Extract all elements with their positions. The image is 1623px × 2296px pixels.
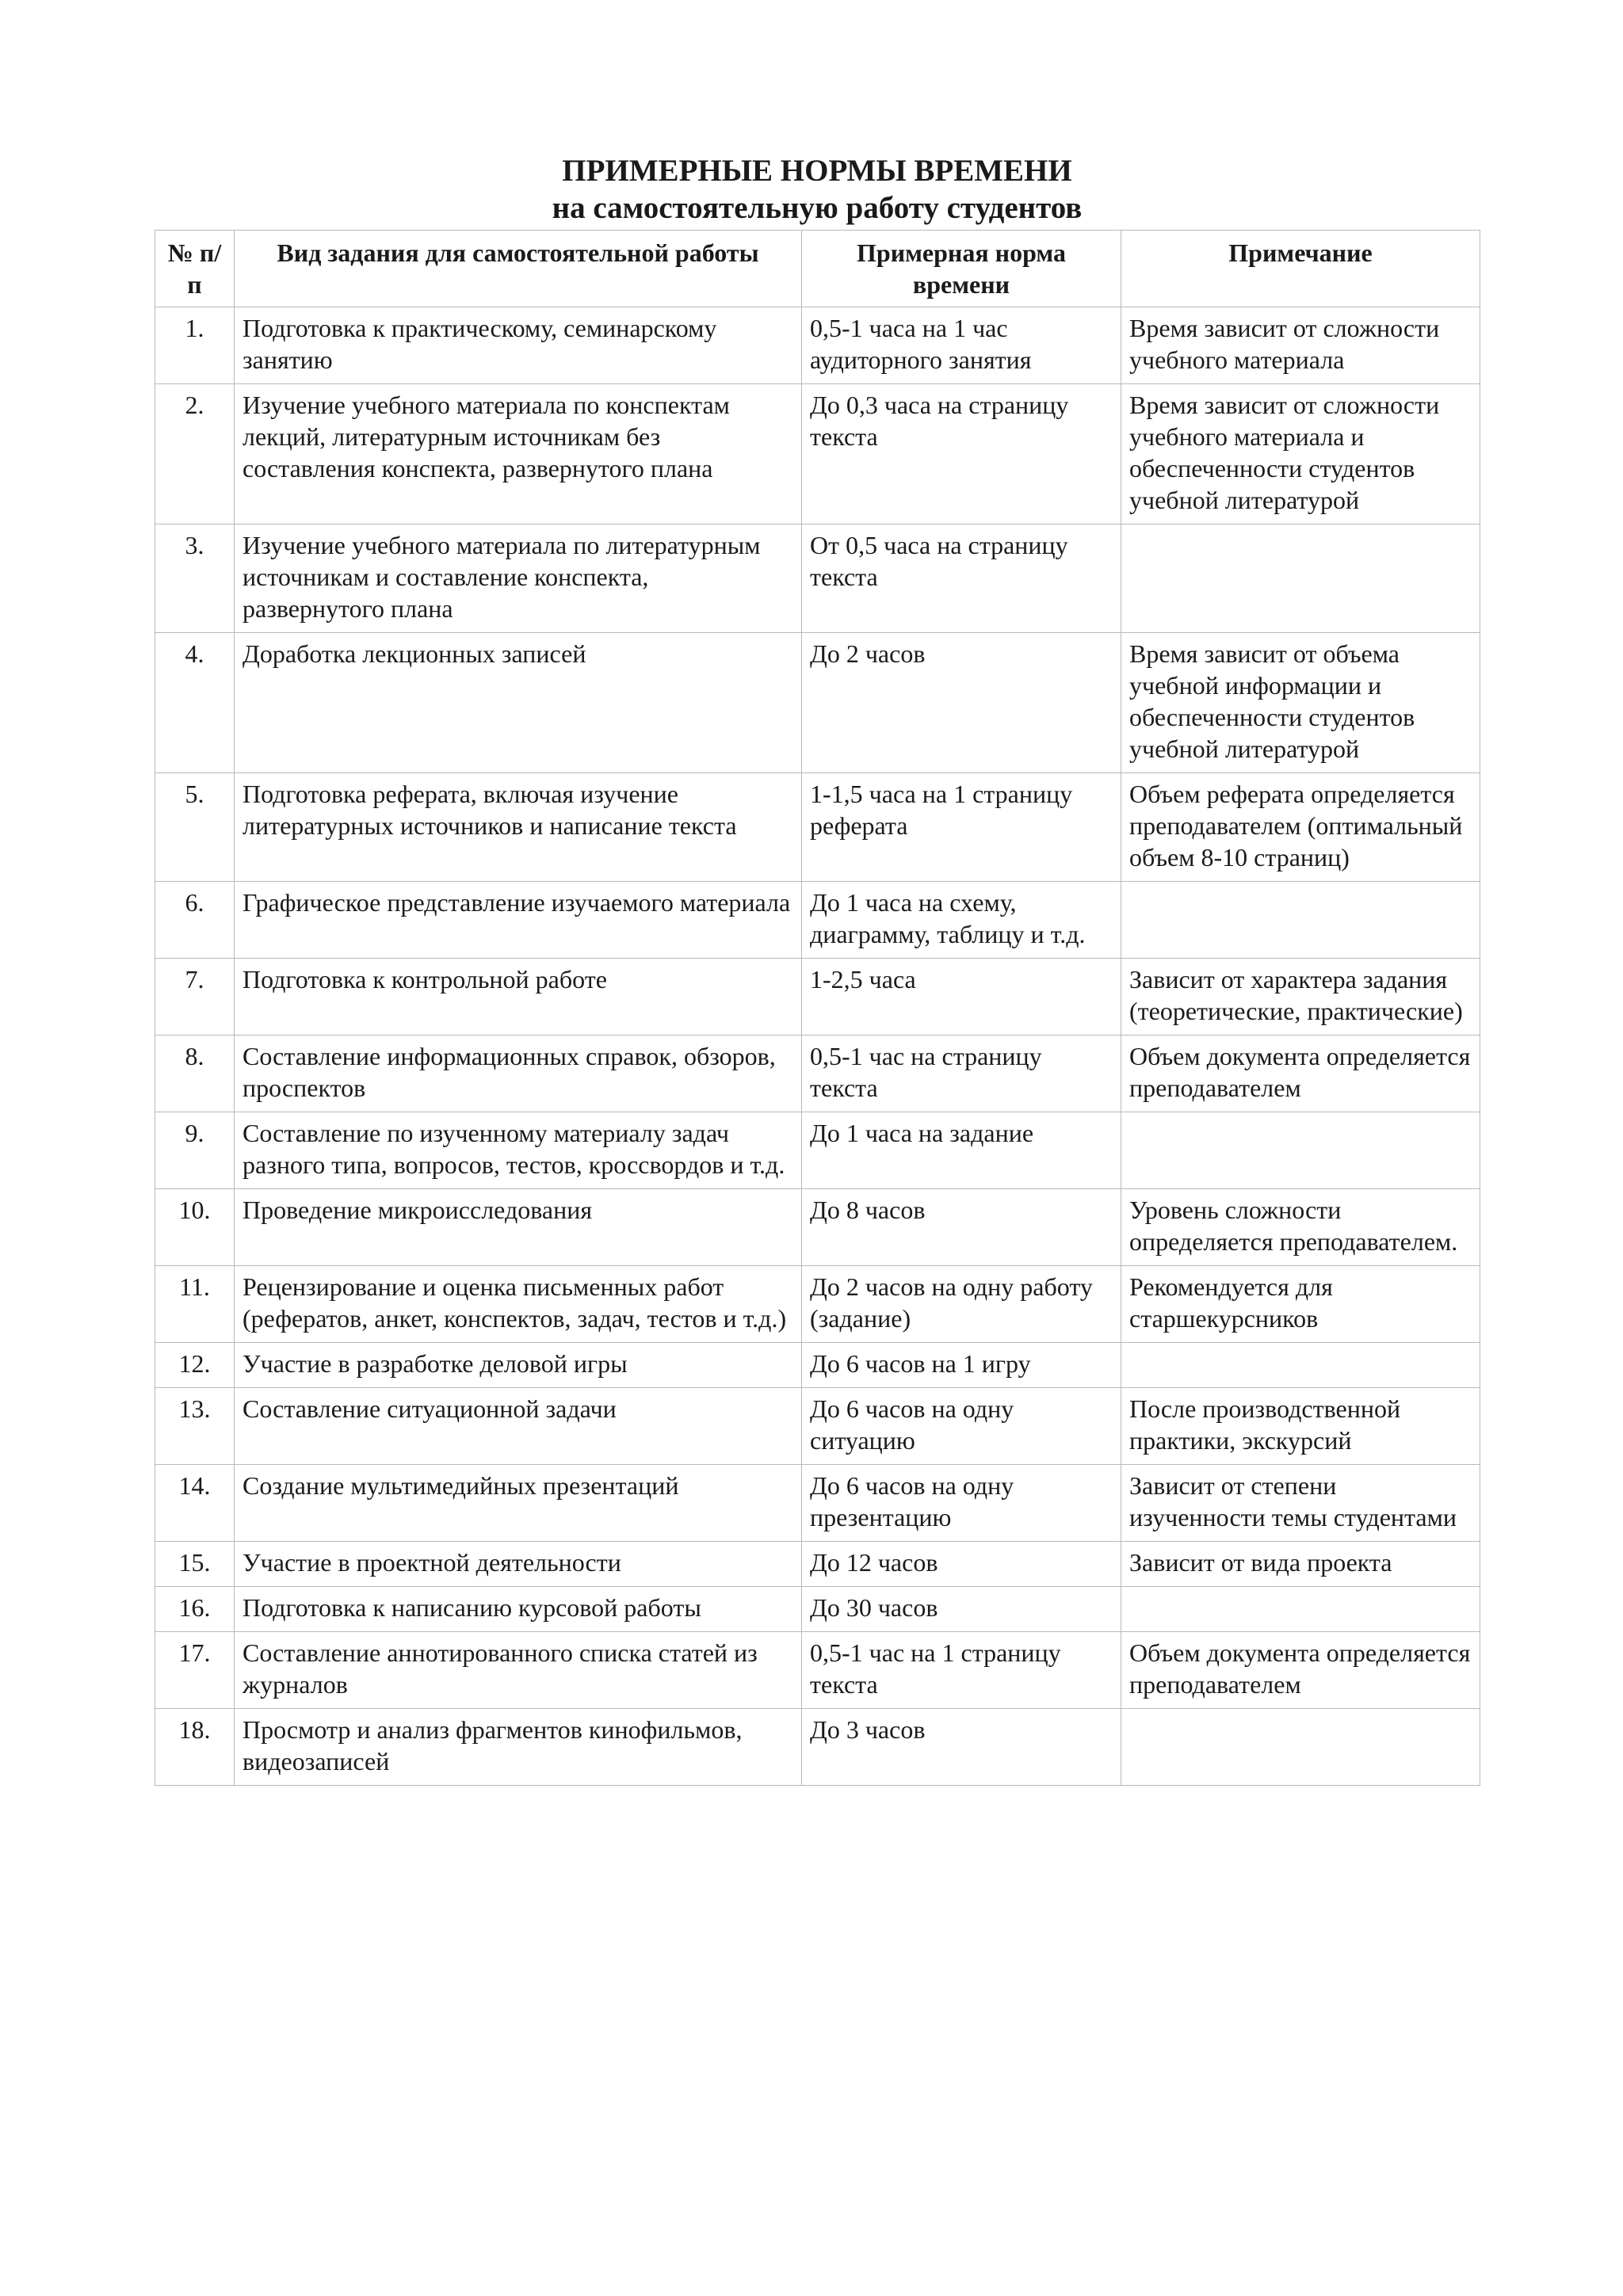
table-row: [155, 307, 1480, 384]
cell-task: Подготовка реферата, включая изучение литературных источников и написание текста: [235, 773, 802, 882]
cell-task: Подготовка к контрольной работе: [235, 959, 802, 1035]
cell-task: Доработка лекционных записей: [235, 633, 802, 773]
cell-note: Время зависит от сложности учебного материала: [1121, 307, 1480, 384]
cell-note: [1121, 1709, 1480, 1786]
cell-note: Уровень сложности определяется преподавателем.: [1121, 1189, 1480, 1266]
cell-num: 3.: [155, 524, 235, 633]
header-task: Вид задания для самостоятельной работы: [235, 231, 802, 307]
cell-norm: До 30 часов: [802, 1587, 1121, 1632]
cell-note: [1121, 524, 1480, 633]
time-norms-table: [155, 230, 1480, 1786]
cell-task: Составление информационных справок, обзоров, проспектов: [235, 1035, 802, 1112]
title-line-1: ПРИМЕРНЫЕ НОРМЫ ВРЕМЕНИ: [562, 154, 1072, 188]
cell-norm: До 12 часов: [802, 1542, 1121, 1587]
table-row: [155, 1112, 1480, 1189]
cell-note: Объем документа определяется преподавателем: [1121, 1632, 1480, 1709]
cell-norm: 0,5-1 час на страницу текста: [802, 1035, 1121, 1112]
cell-note: Рекомендуется для старшекурсников: [1121, 1266, 1480, 1343]
table-row: [155, 1587, 1480, 1632]
cell-task: Изучение учебного материала по конспектам лекций, литературным источникам без составления конспекта, развернутого плана: [235, 384, 802, 524]
cell-task: Просмотр и анализ фрагментов кинофильмов, видеозаписей: [235, 1709, 802, 1786]
cell-norm: 1-1,5 часа на 1 страницу реферата: [802, 773, 1121, 882]
cell-num: 12.: [155, 1343, 235, 1388]
table-row: [155, 1343, 1480, 1388]
cell-note: Объем реферата определяется преподавателем (оптимальный объем 8-10 страниц): [1121, 773, 1480, 882]
table-row: [155, 1189, 1480, 1266]
cell-norm: 0,5-1 час на 1 страницу текста: [802, 1632, 1121, 1709]
table-row: [155, 524, 1480, 633]
table-row: [155, 1266, 1480, 1343]
cell-note: [1121, 1343, 1480, 1388]
cell-note: [1121, 1587, 1480, 1632]
cell-num: 6.: [155, 882, 235, 959]
cell-note: [1121, 882, 1480, 959]
cell-note: Зависит от характера задания (теоретические, практические): [1121, 959, 1480, 1035]
table-row: [155, 1709, 1480, 1786]
cell-num: 13.: [155, 1388, 235, 1465]
cell-num: 7.: [155, 959, 235, 1035]
cell-num: 15.: [155, 1542, 235, 1587]
cell-norm: До 3 часов: [802, 1709, 1121, 1786]
table-row: [155, 384, 1480, 524]
table-row: [155, 1388, 1480, 1465]
cell-note: Время зависит от объема учебной информации и обеспеченности студентов учебной литературой: [1121, 633, 1480, 773]
cell-task: Графическое представление изучаемого материала: [235, 882, 802, 959]
cell-num: 1.: [155, 307, 235, 384]
cell-num: 8.: [155, 1035, 235, 1112]
cell-task: Участие в разработке деловой игры: [235, 1343, 802, 1388]
cell-norm: До 8 часов: [802, 1189, 1121, 1266]
cell-norm: До 6 часов на одну презентацию: [802, 1465, 1121, 1542]
document-title: [155, 152, 1480, 227]
cell-note: Объем документа определяется преподавателем: [1121, 1035, 1480, 1112]
cell-task: Проведение микроисследования: [235, 1189, 802, 1266]
table-row: [155, 1035, 1480, 1112]
cell-num: 5.: [155, 773, 235, 882]
cell-note: Время зависит от сложности учебного материала и обеспеченности студентов учебной литературой: [1121, 384, 1480, 524]
title-line-2: на самостоятельную работу студентов: [552, 191, 1083, 225]
cell-task: Подготовка к практическому, семинарскому занятию: [235, 307, 802, 384]
cell-note: Зависит от степени изученности темы студентами: [1121, 1465, 1480, 1542]
cell-num: 2.: [155, 384, 235, 524]
table-row: [155, 1542, 1480, 1587]
cell-norm: 0,5-1 часа на 1 час аудиторного занятия: [802, 307, 1121, 384]
table-row: [155, 1465, 1480, 1542]
cell-task: Изучение учебного материала по литературным источникам и составление конспекта, развернутого плана: [235, 524, 802, 633]
header-note: Примечание: [1121, 231, 1480, 307]
cell-note: [1121, 1112, 1480, 1189]
cell-num: 4.: [155, 633, 235, 773]
cell-norm: До 6 часов на одну ситуацию: [802, 1388, 1121, 1465]
cell-num: 9.: [155, 1112, 235, 1189]
cell-num: 14.: [155, 1465, 235, 1542]
header-num: № п/п: [155, 231, 235, 307]
cell-norm: 1-2,5 часа: [802, 959, 1121, 1035]
cell-task: Участие в проектной деятельности: [235, 1542, 802, 1587]
cell-norm: До 2 часов на одну работу (задание): [802, 1266, 1121, 1343]
cell-task: Составление аннотированного списка статей из журналов: [235, 1632, 802, 1709]
cell-norm: До 6 часов на 1 игру: [802, 1343, 1121, 1388]
cell-note: После производственной практики, экскурсий: [1121, 1388, 1480, 1465]
cell-norm: От 0,5 часа на страницу текста: [802, 524, 1121, 633]
table-row: [155, 959, 1480, 1035]
cell-task: Создание мультимедийных презентаций: [235, 1465, 802, 1542]
header-row: [155, 231, 1480, 307]
cell-num: 11.: [155, 1266, 235, 1343]
cell-norm: До 1 часа на задание: [802, 1112, 1121, 1189]
table-row: [155, 1632, 1480, 1709]
table-header: [155, 231, 1480, 307]
cell-task: Составление ситуационной задачи: [235, 1388, 802, 1465]
cell-num: 10.: [155, 1189, 235, 1266]
cell-num: 17.: [155, 1632, 235, 1709]
cell-norm: До 0,3 часа на страницу текста: [802, 384, 1121, 524]
cell-note: Зависит от вида проекта: [1121, 1542, 1480, 1587]
cell-norm: До 1 часа на схему, диаграмму, таблицу и т.д.: [802, 882, 1121, 959]
cell-task: Рецензирование и оценка письменных работ (рефератов, анкет, конспектов, задач, тестов и т.д.): [235, 1266, 802, 1343]
table-body: [155, 307, 1480, 1786]
cell-num: 18.: [155, 1709, 235, 1786]
table-row: [155, 882, 1480, 959]
table-row: [155, 633, 1480, 773]
table-row: [155, 773, 1480, 882]
cell-task: Составление по изученному материалу задач разного типа, вопросов, тестов, кроссвордов и т.д.: [235, 1112, 802, 1189]
cell-norm: До 2 часов: [802, 633, 1121, 773]
cell-task: Подготовка к написанию курсовой работы: [235, 1587, 802, 1632]
header-norm: Примерная норма времени: [802, 231, 1121, 307]
cell-num: 16.: [155, 1587, 235, 1632]
